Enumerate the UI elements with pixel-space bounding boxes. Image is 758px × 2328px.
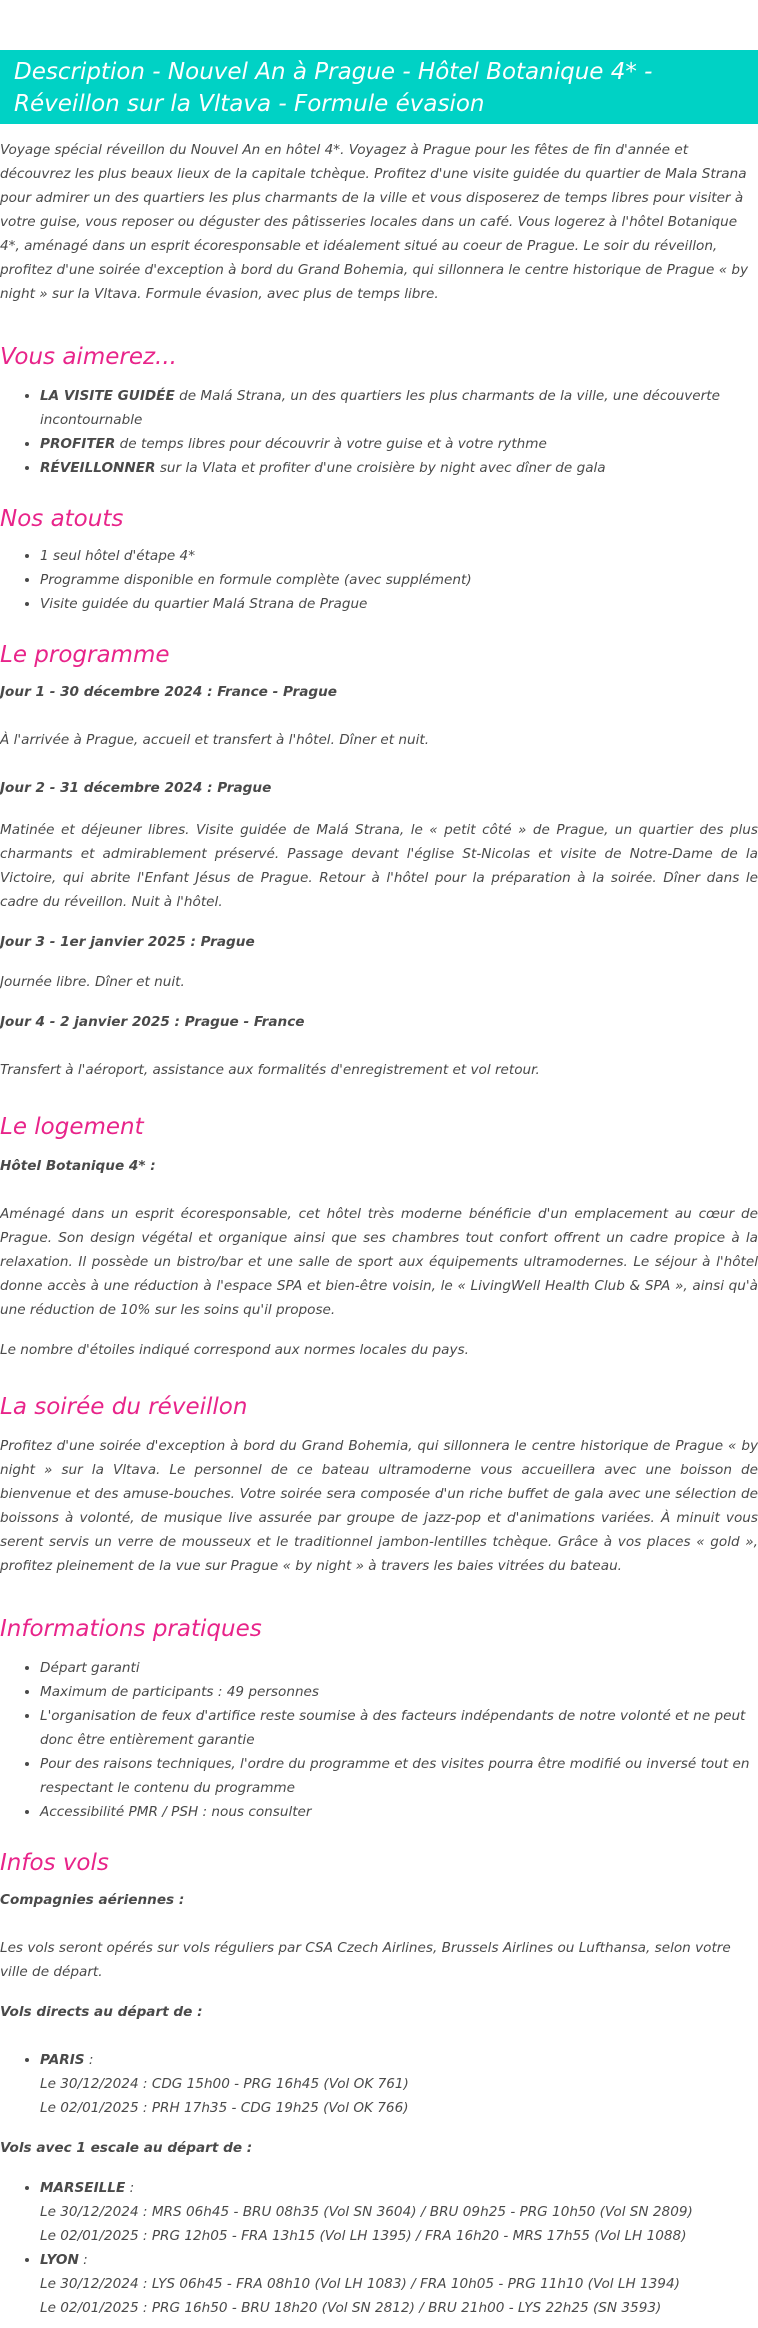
day-text: Journée libre. Dîner et nuit.	[0, 974, 185, 990]
hotel-text: Aménagé dans un esprit écoresponsable, cet hôtel très moderne bénéficie d'un emplacement au cœur de Prague. Son design végétal et organique ainsi que ses chambres tout confort offrent un cadre propice à la relaxation. Il possède un bistro/bar et une salle de sport aux équipements ultramodernes. Le séjour à l'hôtel donne accès à une réduction à l'espace SPA et bien-être voisin, le « LivingWell Health Club & SPA », ainsi qu'à une réduction de 10% sur les soins qu'il propose.	[0, 1206, 758, 1318]
list-item: • RÉVEILLONNER sur la Vlata et profiter d'une croisière by night avec dîner de gala	[40, 456, 758, 480]
aimerez-heading: Vous aimerez...	[0, 344, 177, 370]
hotel-note: Le nombre d'étoiles indiqué correspond aux normes locales du pays.	[0, 1342, 469, 1358]
list-item: • LYON : Le 30/12/2024 : LYS 06h45 - FRA 08h10 (Vol LH 1083) / FRA 10h05 - PRG 11h10 (Vol LH 1394) Le 02/01/2025 : PRG 16h50 - BRU 18h20 (Vol SN 2812) / BRU 21h00 - LYS 22h25 (SN 3593)	[40, 2248, 758, 2320]
day-text: À l'arrivée à Prague, accueil et transfert à l'hôtel. Dîner et nuit.	[0, 732, 430, 748]
list-item: • LA VISITE GUIDÉE de Malá Strana, un des quartiers les plus charmants de la ville, une découverte incontournable	[40, 384, 758, 432]
direct-label: Vols directs au départ de :	[0, 2004, 203, 2020]
list-item: • Départ garanti	[40, 1656, 758, 1680]
list-item: • Programme disponible en formule complète (avec supplément)	[40, 568, 758, 592]
list-item: • Maximum de participants : 49 personnes	[40, 1680, 758, 1704]
soiree-text: Profitez d'une soirée d'exception à bord du Grand Bohemia, qui sillonnera le centre historique de Prague « by night » sur la Vltava. Le personnel de ce bateau ultramoderne vous accueillera avec une boisson de bienvenue et des amuse-bouches. Votre soirée sera composée d'un riche buffet de gala avec une sélection de boissons à volonté, de musique live assurée par groupe de jazz-pop et d'animations variées. À minuit vous serent servis un verre de mousseux et le traditionnel jambon-lentilles tchèque. Grâce à vos places « gold », profitez pleinement de la vue sur Prague « by night » à travers les baies vitrées du bateau.	[0, 1438, 758, 1574]
page-title: Description - Nouvel An à Prague - Hôtel Botanique 4* - Réveillon sur la Vltava - Formule évasion	[0, 50, 758, 124]
hotel-name: Hôtel Botanique 4* :	[0, 1158, 156, 1174]
escale-list	[0, 2176, 758, 2320]
direct-list	[0, 2048, 758, 2120]
atouts-list	[0, 544, 758, 616]
list-item: • PROFITER de temps libres pour découvrir à votre guise et à votre rythme	[40, 432, 758, 456]
list-item: • Accessibilité PMR / PSH : nous consulter	[40, 1800, 758, 1824]
infos-list	[0, 1656, 758, 1824]
companies-label: Compagnies aériennes :	[0, 1892, 185, 1908]
list-item: • Pour des raisons techniques, l'ordre du programme et des visites pourra être modifié ou inversé tout en respectant le contenu du programme	[40, 1752, 758, 1800]
soiree-heading: La soirée du réveillon	[0, 1394, 248, 1420]
list-item: • L'organisation de feux d'artifice reste soumise à des facteurs indépendants de notre volonté et ne peut donc être entièrement garantie	[40, 1704, 758, 1752]
intro-text: Voyage spécial réveillon du Nouvel An en hôtel 4*. Voyagez à Prague pour les fêtes de fin d'année et découvrez les plus beaux lieux de la capitale tchèque. Profitez d'une visite guidée du quartier de Mala Strana pour admirer un des quartiers les plus charmants de la ville et vous disposerez de temps libres pour visiter à votre guise, vous reposer ou déguster des pâtisseries locales dans un café. Vous logerez à l'hôtel Botanique 4*, aménagé dans un esprit écoresponsable et idéalement situé au coeur de Prague. Le soir du réveillon, profitez d'une soirée d'exception à bord du Grand Bohemia, qui sillonnera le centre historique de Prague « by night » sur la Vltava. Formule évasion, avec plus de temps libre.	[0, 142, 749, 302]
day-text: Matinée et déjeuner libres. Visite guidée de Malá Strana, le « petit côté » de Prague, un quartier des plus charmants et admirablement préservé. Passage devant l'église St-Nicolas et visite de Notre-Dame de la Victoire, qui abrite l'Enfant Jésus de Prague. Retour à l'hôtel pour la préparation à la soirée. Dîner dans le cadre du réveillon. Nuit à l'hôtel.	[0, 822, 758, 910]
logement-heading: Le logement	[0, 1114, 144, 1140]
list-item: • 1 seul hôtel d'étape 4*	[40, 544, 758, 568]
day-text: Transfert à l'aéroport, assistance aux formalités d'enregistrement et vol retour.	[0, 1062, 540, 1078]
programme-heading: Le programme	[0, 642, 170, 668]
vols-heading: Infos vols	[0, 1850, 109, 1876]
companies-text: Les vols seront opérés sur vols réguliers par CSA Czech Airlines, Brussels Airlines ou Lufthansa, selon votre ville de départ.	[0, 1940, 731, 1980]
list-item: • MARSEILLE : Le 30/12/2024 : MRS 06h45 - BRU 08h35 (Vol SN 3604) / BRU 09h25 - PRG 10h50 (Vol SN 2809) Le 02/01/2025 : PRG 12h05 - FRA 13h15 (Vol LH 1395) / FRA 16h20 - MRS 17h55 (Vol LH 1088)	[40, 2176, 758, 2248]
infos-heading: Informations pratiques	[0, 1616, 262, 1642]
atouts-heading: Nos atouts	[0, 506, 124, 532]
day-title: Jour 2 - 31 décembre 2024 : Prague	[0, 780, 272, 796]
list-item: • PARIS : Le 30/12/2024 : CDG 15h00 - PRG 16h45 (Vol OK 761) Le 02/01/2025 : PRH 17h35 - CDG 19h25 (Vol OK 766)	[40, 2048, 758, 2120]
day-title: Jour 4 - 2 janvier 2025 : Prague - France	[0, 1014, 305, 1030]
list-item: • Visite guidée du quartier Malá Strana de Prague	[40, 592, 758, 616]
day-title: Jour 1 - 30 décembre 2024 : France - Prague	[0, 684, 338, 700]
aimerez-list	[0, 384, 758, 480]
escale-label: Vols avec 1 escale au départ de :	[0, 2140, 253, 2156]
page	[0, 50, 758, 2320]
day-title: Jour 3 - 1er janvier 2025 : Prague	[0, 934, 255, 950]
